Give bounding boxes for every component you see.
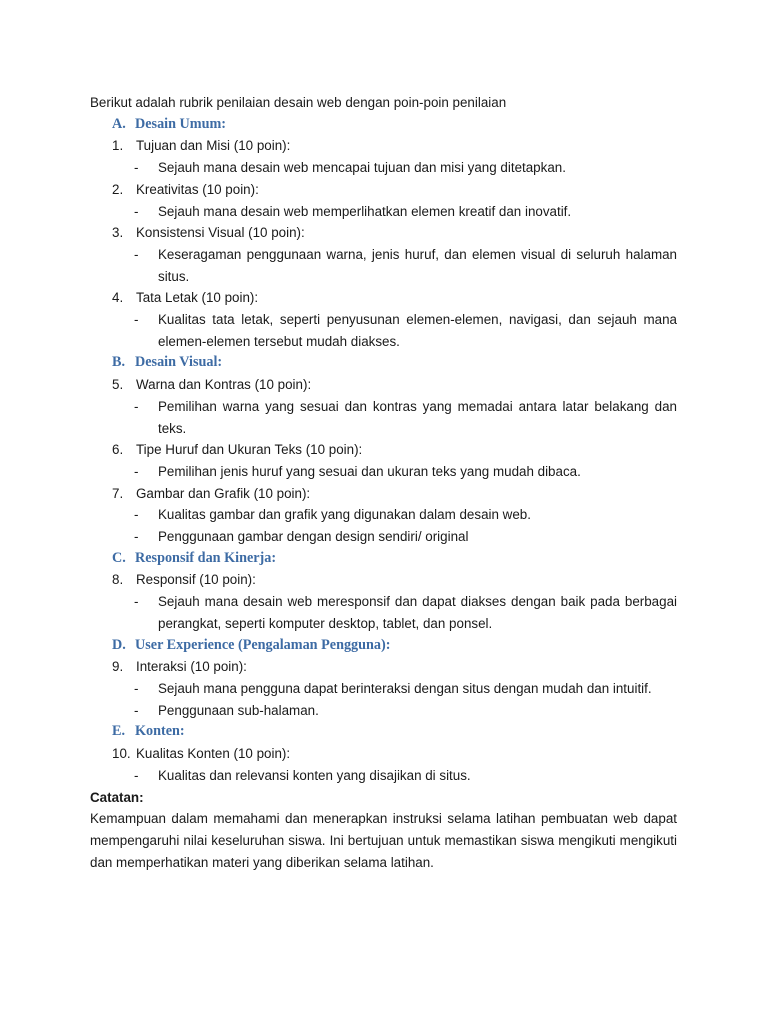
rubric-sections xyxy=(90,114,677,787)
bullet-dash: - xyxy=(134,246,139,262)
item-title: Responsif (10 poin): xyxy=(136,572,256,588)
section-heading xyxy=(90,352,677,374)
bullet-dash: - xyxy=(134,160,139,176)
section-letter: A. xyxy=(112,115,126,132)
bullet-dash: - xyxy=(134,767,139,783)
bullet-point xyxy=(90,591,677,634)
bullet-dash: - xyxy=(134,702,139,718)
item-title: Tujuan dan Misi (10 poin): xyxy=(136,138,291,154)
bullet-text: Penggunaan sub-halaman. xyxy=(158,702,319,718)
bullet-point xyxy=(90,244,677,287)
item-title: Gambar dan Grafik (10 poin): xyxy=(136,485,311,501)
bullet-text: Pemilihan jenis huruf yang sesuai dan ukuran teks yang mudah dibaca. xyxy=(158,463,581,479)
item-number: 5. xyxy=(112,377,124,393)
item-title: Kualitas Konten (10 poin): xyxy=(136,746,291,762)
section-letter: B. xyxy=(112,354,126,371)
bullet-dash: - xyxy=(134,594,139,610)
bullet-dash: - xyxy=(134,680,139,696)
bullet-point xyxy=(90,700,677,722)
catatan-label: Catatan: xyxy=(90,789,144,805)
item-title: Tata Letak (10 poin): xyxy=(136,290,259,306)
bullet-point xyxy=(90,765,677,787)
item-number: 7. xyxy=(112,485,124,501)
bullet-dash: - xyxy=(134,463,139,479)
section-title: Desain Visual: xyxy=(135,354,223,371)
item-number: 9. xyxy=(112,659,124,675)
bullet-text: Pemilihan warna yang sesuai dan kontras yang memadai antara latar belakang dan teks. xyxy=(158,398,677,436)
section-title: Desain Umum: xyxy=(135,115,227,132)
item-number: 8. xyxy=(112,572,124,588)
bullet-dash: - xyxy=(134,529,139,545)
section-title: Konten: xyxy=(135,723,185,740)
bullet-text: Sejauh mana desain web meresponsif dan dapat diakses dengan baik pada berbagai perangkat, seperti komputer desktop, tablet, dan ponsel. xyxy=(158,594,677,631)
bullet-text: Kualitas dan relevansi konten yang disajikan di situs. xyxy=(158,767,471,783)
catatan-text: Kemampuan dalam memahami dan menerapkan instruksi selama latihan pembuatan web dapat mempengaruhi nilai keseluruhan siswa. Ini bertujuan untuk memastikan siswa mengikuti mengikuti dan memperhatikan materi yang diberikan selama latihan. xyxy=(90,811,677,870)
section-title: Responsif dan Kinerja: xyxy=(135,549,277,566)
item-title: Konsistensi Visual (10 poin): xyxy=(136,225,305,241)
item-title: Tipe Huruf dan Ukuran Teks (10 poin): xyxy=(136,442,363,458)
rubric-item xyxy=(90,222,677,244)
item-title: Kreativitas (10 poin): xyxy=(136,181,259,197)
rubric-item xyxy=(90,374,677,396)
bullet-point xyxy=(90,504,677,526)
section-letter: C. xyxy=(112,549,126,566)
section-heading xyxy=(90,635,677,657)
bullet-point xyxy=(90,309,677,352)
item-number: 10. xyxy=(112,746,131,762)
item-number: 4. xyxy=(112,290,124,306)
bullet-text: Penggunaan gambar dengan design sendiri/ original xyxy=(158,529,469,545)
section-letter: D. xyxy=(112,636,126,653)
item-title: Interaksi (10 poin): xyxy=(136,659,247,675)
bullet-point xyxy=(90,526,677,548)
bullet-point xyxy=(90,396,677,439)
bullet-point xyxy=(90,461,677,483)
item-number: 6. xyxy=(112,442,124,458)
item-number: 1. xyxy=(112,138,124,154)
bullet-dash: - xyxy=(134,398,139,414)
rubric-item xyxy=(90,179,677,201)
rubric-item xyxy=(90,439,677,461)
bullet-dash: - xyxy=(134,312,139,328)
section-heading xyxy=(90,114,677,136)
rubric-item xyxy=(90,569,677,591)
section-letter: E. xyxy=(112,723,126,740)
bullet-dash: - xyxy=(134,203,139,219)
bullet-text: Sejauh mana desain web memperlihatkan elemen kreatif dan inovatif. xyxy=(158,203,572,219)
rubric-item xyxy=(90,483,677,505)
section-heading xyxy=(90,721,677,743)
item-title: Warna dan Kontras (10 poin): xyxy=(136,377,312,393)
section-title: User Experience (Pengalaman Pengguna): xyxy=(135,636,391,653)
bullet-point xyxy=(90,201,677,223)
document-page xyxy=(90,92,677,873)
bullet-text: Keseragaman penggunaan warna, jenis huruf, dan elemen visual di seluruh halaman situs. xyxy=(158,246,677,284)
bullet-text: Sejauh mana pengguna dapat berinteraksi dengan situs dengan mudah dan intuitif. xyxy=(158,680,652,696)
bullet-text: Kualitas tata letak, seperti penyusunan elemen-elemen, navigasi, dan sejauh mana elemen-elemen tersebut mudah diakses. xyxy=(158,312,677,349)
bullet-point xyxy=(90,678,677,700)
rubric-item xyxy=(90,656,677,678)
intro-text: Berikut adalah rubrik penilaian desain web dengan poin-poin penilaian xyxy=(90,95,507,110)
rubric-item xyxy=(90,287,677,309)
bullet-text: Sejauh mana desain web mencapai tujuan dan misi yang ditetapkan. xyxy=(158,160,566,176)
item-number: 3. xyxy=(112,225,124,241)
bullet-text: Kualitas gambar dan grafik yang digunakan dalam desain web. xyxy=(158,507,531,523)
bullet-point xyxy=(90,157,677,179)
rubric-item xyxy=(90,743,677,765)
rubric-item xyxy=(90,135,677,157)
bullet-dash: - xyxy=(134,507,139,523)
item-number: 2. xyxy=(112,181,124,197)
section-heading xyxy=(90,548,677,570)
